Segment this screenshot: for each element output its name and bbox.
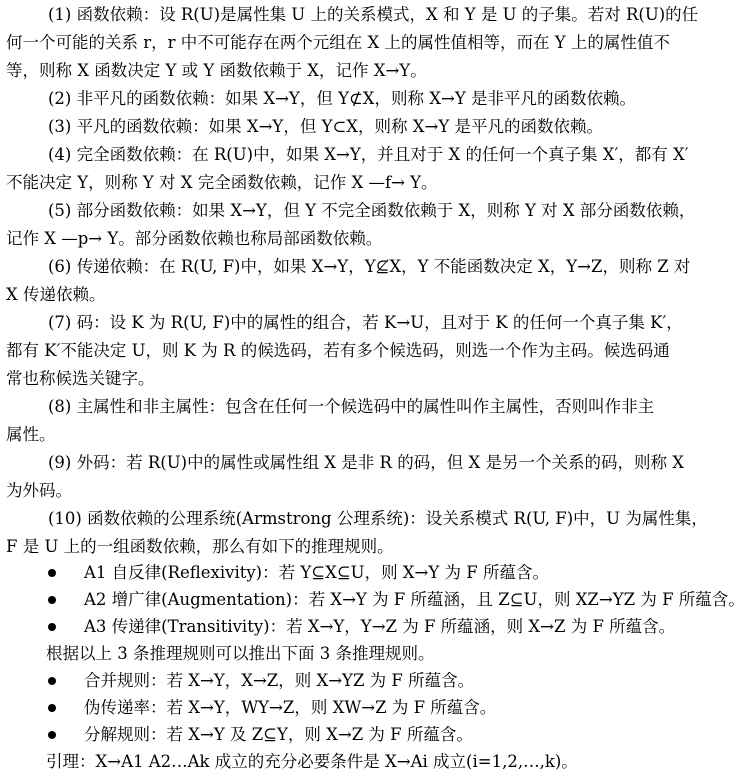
- derived-decomposition: [0, 722, 749, 748]
- para-1-line-3: 等，则称 X 函数决定 Y 或 Y 函数依赖于 X，记作 X→Y。: [6, 61, 427, 80]
- rule-a2: [0, 587, 749, 613]
- para-6-line-1: (6) 传递依赖：在 R(U, F)中，如果 X→Y，Y⊈X，Y 不能函数决定 X，Y→Z，则称 Z 对: [48, 257, 691, 276]
- rule-a1: [0, 560, 749, 586]
- derived-pseudo-transitivity-text: 伪传递率：若 X→Y，WY→Z，则 XW→Z 为 F 所蕴含。: [84, 698, 497, 717]
- para-8-line-2: 属性。: [6, 425, 56, 444]
- para-10-line-2: F 是 U 上的一组函数依赖，那么有如下的推理规则。: [6, 537, 394, 556]
- para-4-line-1: (4) 完全函数依赖：在 R(U)中，如果 X→Y，并且对于 X 的任何一个真子集 X′，都有 X′: [48, 145, 689, 164]
- bullet-icon: [48, 704, 56, 712]
- para-9-line-1: (9) 外码：若 R(U)中的属性或属性组 X 是非 R 的码，但 X 是另一个关系的码，则称 X: [48, 453, 684, 472]
- para-6-line-2: X 传递依赖。: [6, 285, 106, 304]
- derived-pseudo-transitivity: [0, 695, 749, 721]
- para-1-line-2: 何一个可能的关系 r，r 中不可能存在两个元组在 X 上的属性值相等，而在 Y 上的属性值不: [6, 33, 670, 52]
- rule-a2-text: A2 增广律(Augmentation)：若 X→Y 为 F 所蕴涵，且 Z⊆U，则 XZ→YZ 为 F 所蕴含。: [84, 590, 745, 609]
- bullet-icon: [48, 623, 56, 631]
- para-7-line-2: 都有 K′不能决定 U，则 K 为 R 的候选码，若有多个候选码，则选一个作为主码。候选码通: [6, 341, 670, 360]
- derived-decomposition-text: 分解规则：若 X→Y 及 Z⊆Y，则 X→Z 为 F 所蕴含。: [84, 725, 473, 744]
- para-10-line-1: (10) 函数依赖的公理系统(Armstrong 公理系统)：设关系模式 R(U, F)中，U 为属性集，: [48, 509, 708, 528]
- derived-intro: 根据以上 3 条推理规则可以推出下面 3 条推理规则。: [46, 644, 435, 663]
- derived-merge-text: 合并规则：若 X→Y，X→Z，则 X→YZ 为 F 所蕴含。: [84, 671, 475, 690]
- para-4-line-2: 不能决定 Y，则称 Y 对 X 完全函数依赖，记作 X —f→ Y。: [6, 173, 438, 192]
- bullet-icon: [48, 596, 56, 604]
- para-1-line-1: (1) 函数依赖：设 R(U)是属性集 U 上的关系模式，X 和 Y 是 U 的子集。若对 R(U)的任: [48, 5, 699, 24]
- para-5-line-1: (5) 部分函数依赖：如果 X→Y，但 Y 不完全函数依赖于 X，则称 Y 对 X 部分函数依赖，: [48, 201, 696, 220]
- rule-a3-text: A3 传递律(Transitivity)：若 X→Y，Y→Z 为 F 所蕴涵，则 X→Z 为 F 所蕴含。: [84, 617, 676, 636]
- para-3: (3) 平凡的函数依赖：如果 X→Y，但 Y⊂X，则称 X→Y 是平凡的函数依赖。: [48, 117, 603, 136]
- para-7-line-3: 常也称候选关键字。: [6, 369, 155, 388]
- para-8-line-1: (8) 主属性和非主属性：包含在任何一个候选码中的属性叫作主属性，否则叫作非主: [48, 397, 655, 416]
- rule-a1-text: A1 自反律(Reflexivity)：若 Y⊆X⊆U，则 X→Y 为 F 所蕴含。: [84, 563, 549, 582]
- rule-a3: [0, 614, 749, 640]
- bullet-icon: [48, 731, 56, 739]
- para-9-line-2: 为外码。: [6, 481, 72, 500]
- derived-merge: [0, 668, 749, 694]
- para-2: (2) 非平凡的函数依赖：如果 X→Y，但 Y⊄X，则称 X→Y 是非平凡的函数依赖。: [48, 89, 636, 108]
- lemma: 引理：X→A1 A2…Ak 成立的充分必要条件是 X→Ai 成立(i=1,2,…,k)。: [46, 752, 578, 771]
- para-7-line-1: (7) 码：设 K 为 R(U, F)中的属性的组合，若 K→U，且对于 K 的任何一个真子集 K′，: [48, 313, 683, 332]
- bullet-icon: [48, 677, 56, 685]
- bullet-icon: [48, 569, 56, 577]
- para-5-line-2: 记作 X —p→ Y。部分函数依赖也称局部函数依赖。: [6, 229, 383, 248]
